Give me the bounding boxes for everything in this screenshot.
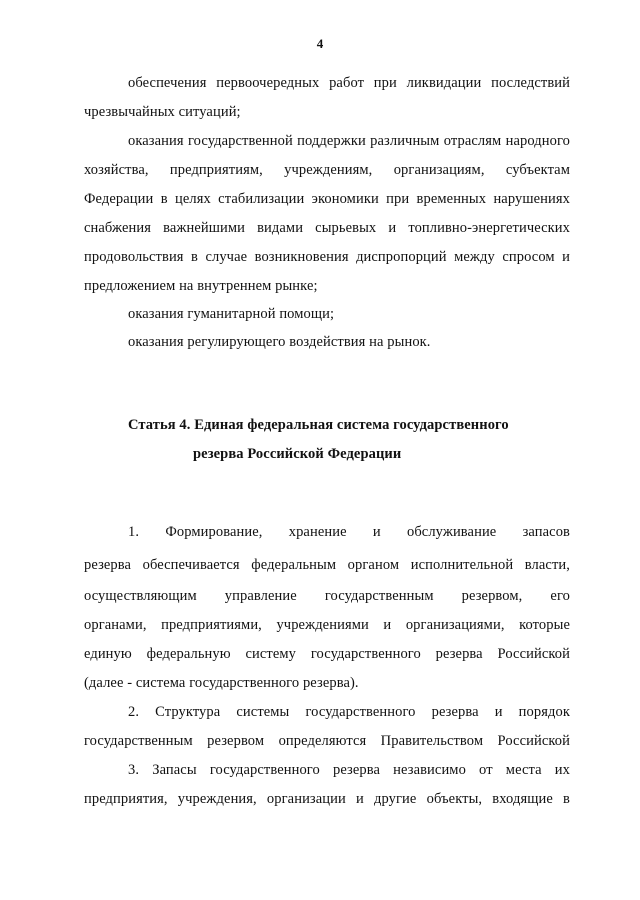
- list-item-line: оказания регулирующего воздействия на рынок.: [128, 334, 431, 350]
- page-number: 4: [316, 36, 324, 51]
- list-item-line: Федерации в целях стабилизации экономики при временных нарушениях: [84, 191, 570, 207]
- paragraph-line: предприятия, учреждения, организации и другие объекты, входящие в: [84, 791, 570, 807]
- paragraph-line: 1. Формирование, хранение и обслуживание запасов: [128, 524, 570, 540]
- list-item-line: оказания государственной поддержки различным отраслям народного: [128, 133, 570, 149]
- paragraph-line: 2. Структура системы государственного резерва и порядок: [128, 704, 570, 720]
- paragraph-line: государственным резервом определяются Правительством Российской: [84, 733, 570, 749]
- list-item-line: хозяйства, предприятиям, учреждениям, организациям, субъектам: [84, 162, 570, 178]
- list-item-line: предложением на внутреннем рынке;: [84, 278, 318, 294]
- list-item-line: чрезвычайных ситуаций;: [84, 104, 241, 120]
- list-item-line: обеспечения первоочередных работ при ликвидации последствий: [128, 75, 570, 91]
- paragraph-line: 3. Запасы государственного резерва независимо от места их: [128, 762, 570, 778]
- paragraph-line: (далее - система государственного резерва).: [84, 675, 359, 691]
- paragraph-line: единую федеральную систему государственного резерва Российской: [84, 646, 570, 662]
- paragraph-line: резерва обеспечивается федеральным органом исполнительной власти,: [84, 557, 570, 573]
- article-heading: Статья 4. Единая федеральная система государственного: [128, 417, 509, 433]
- list-item-line: оказания гуманитарной помощи;: [128, 306, 335, 322]
- list-item-line: снабжения важнейшими видами сырьевых и топливно-энергетических: [84, 220, 570, 236]
- article-heading: резерва Российской Федерации: [193, 446, 402, 462]
- paragraph-line: органами, предприятиями, учреждениями и организациями, которые: [84, 617, 570, 633]
- paragraph-line: осуществляющим управление государственным резервом, его: [84, 588, 570, 604]
- list-item-line: продовольствия в случае возникновения диспропорций между спросом и: [84, 249, 570, 265]
